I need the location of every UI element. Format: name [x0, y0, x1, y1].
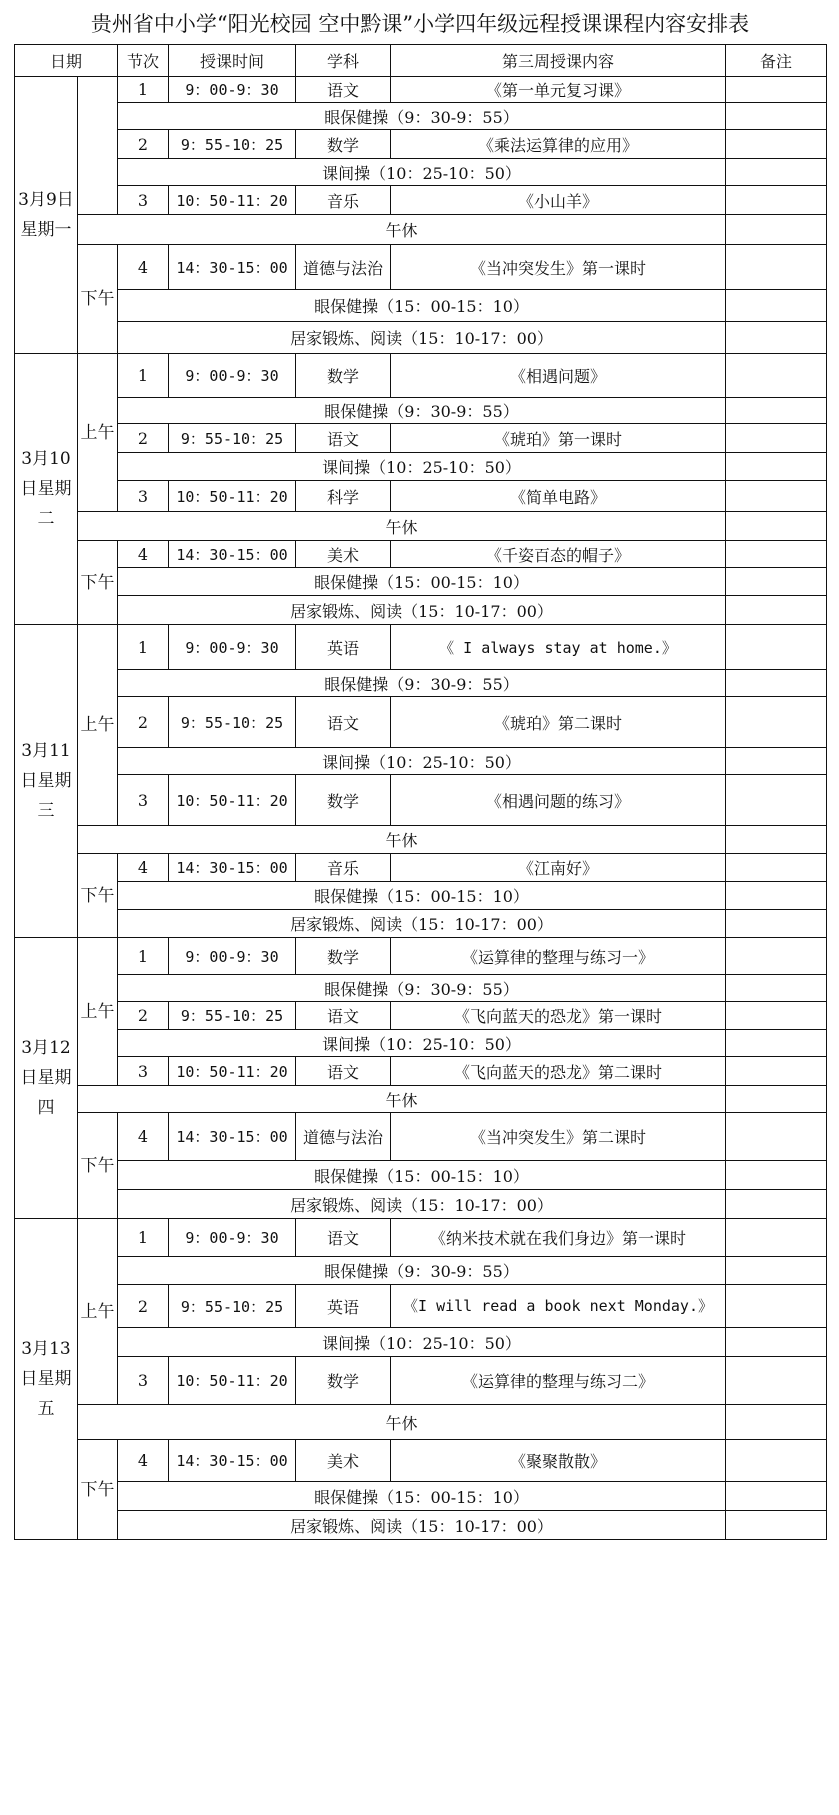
period-cell: 2 — [118, 424, 169, 453]
schedule-row — [15, 1113, 827, 1161]
lunch-cell: 午休 — [78, 512, 726, 541]
eye-exercise-pm: 眼保健操（15：00-15：10） — [118, 882, 726, 910]
remarks-cell — [726, 697, 827, 748]
subject-cell: 数学 — [296, 354, 391, 398]
remarks-cell — [726, 130, 827, 159]
remarks-cell — [726, 1113, 827, 1161]
subject-cell: 数学 — [296, 130, 391, 159]
eye-exercise-pm: 眼保健操（15：00-15：10） — [118, 568, 726, 596]
content-cell: 《江南好》 — [391, 854, 726, 882]
schedule-row — [15, 77, 827, 103]
schedule-row — [15, 938, 827, 975]
subject-cell: 语文 — [296, 697, 391, 748]
period-cell: 2 — [118, 697, 169, 748]
eye-exercise-pm: 眼保健操（15：00-15：10） — [118, 1482, 726, 1511]
break-exercise-am: 课间操（10：25-10：50） — [118, 159, 726, 186]
period-cell: 1 — [118, 938, 169, 975]
time-cell mono: 9：55-10：25 — [169, 424, 296, 453]
remarks-cell — [726, 882, 827, 910]
schedule-row — [15, 1482, 827, 1511]
subject-cell: 科学 — [296, 481, 391, 512]
header-subject: 学科 — [296, 45, 391, 77]
remarks-cell — [726, 1357, 827, 1405]
remarks-cell — [726, 1086, 827, 1113]
schedule-row — [15, 697, 827, 748]
schedule-row — [15, 1511, 827, 1540]
schedule-row — [15, 481, 827, 512]
eye-exercise-am: 眼保健操（9：30-9：55） — [118, 103, 726, 130]
period-cell: 1 — [118, 1219, 169, 1257]
time-cell mono: 14：30-15：00 — [169, 245, 296, 290]
afternoon-label: 下午 — [78, 1113, 118, 1219]
schedule-row — [15, 424, 827, 453]
subject-cell: 音乐 — [296, 854, 391, 882]
content-cell: 《纳米技术就在我们身边》第一课时 — [391, 1219, 726, 1257]
home-exercise-pm: 居家锻炼、阅读（15：10-17：00） — [118, 910, 726, 938]
schedule-table — [14, 44, 827, 1540]
break-exercise-am: 课间操（10：25-10：50） — [118, 453, 726, 481]
period-cell: 1 — [118, 77, 169, 103]
remarks-cell — [726, 1190, 827, 1219]
remarks-cell — [726, 1002, 827, 1030]
content-cell: 《第一单元复习课》 — [391, 77, 726, 103]
remarks-cell — [726, 398, 827, 424]
time-cell mono: 9：55-10：25 — [169, 130, 296, 159]
schedule-row — [15, 625, 827, 670]
content-cell: 《飞向蓝天的恐龙》第二课时 — [391, 1057, 726, 1086]
remarks-cell — [726, 186, 827, 215]
remarks-cell — [726, 1511, 827, 1540]
subject-cell: 语文 — [296, 1219, 391, 1257]
time-cell mono: 9：00-9：30 — [169, 354, 296, 398]
subject-cell: 数学 — [296, 1357, 391, 1405]
remarks-cell — [726, 1440, 827, 1482]
remarks-cell — [726, 854, 827, 882]
schedule-row — [15, 975, 827, 1002]
remarks-cell — [726, 541, 827, 568]
period-cell: 3 — [118, 775, 169, 826]
schedule-row — [15, 290, 827, 322]
schedule-row — [15, 159, 827, 186]
header-period: 节次 — [118, 45, 169, 77]
time-cell mono: 14：30-15：00 — [169, 1113, 296, 1161]
time-cell mono: 14：30-15：00 — [169, 541, 296, 568]
content-cell: 《乘法运算律的应用》 — [391, 130, 726, 159]
remarks-cell — [726, 453, 827, 481]
eye-exercise-pm: 眼保健操（15：00-15：10） — [118, 290, 726, 322]
schedule-row — [15, 1440, 827, 1482]
lunch-cell: 午休 — [78, 215, 726, 245]
date-cell: 3月12日星期四 — [15, 938, 78, 1219]
remarks-cell — [726, 159, 827, 186]
content-cell: 《 I always stay at home.》 — [391, 625, 726, 670]
eye-exercise-am: 眼保健操（9：30-9：55） — [118, 670, 726, 697]
time-cell mono: 9：55-10：25 — [169, 1002, 296, 1030]
schedule-row — [15, 748, 827, 775]
afternoon-label: 下午 — [78, 1440, 118, 1540]
content-cell: 《当冲突发生》第一课时 — [391, 245, 726, 290]
eye-exercise-am: 眼保健操（9：30-9：55） — [118, 398, 726, 424]
schedule-row — [15, 1219, 827, 1257]
home-exercise-pm: 居家锻炼、阅读（15：10-17：00） — [118, 1511, 726, 1540]
subject-cell: 语文 — [296, 1002, 391, 1030]
schedule-row — [15, 1405, 827, 1440]
time-cell mono: 14：30-15：00 — [169, 1440, 296, 1482]
schedule-row — [15, 1257, 827, 1285]
subject-cell: 语文 — [296, 77, 391, 103]
subject-cell: 美术 — [296, 1440, 391, 1482]
time-cell mono: 9：55-10：25 — [169, 697, 296, 748]
remarks-cell — [726, 910, 827, 938]
subject-cell: 数学 — [296, 775, 391, 826]
remarks-cell — [726, 1030, 827, 1057]
remarks-cell — [726, 938, 827, 975]
remarks-cell — [726, 245, 827, 290]
schedule-row — [15, 186, 827, 215]
schedule-row — [15, 1086, 827, 1113]
schedule-row — [15, 322, 827, 354]
remarks-cell — [726, 424, 827, 453]
period-cell: 3 — [118, 186, 169, 215]
period-cell: 1 — [118, 625, 169, 670]
date-cell: 3月11日星期三 — [15, 625, 78, 938]
content-cell: 《琥珀》第二课时 — [391, 697, 726, 748]
schedule-row — [15, 1285, 827, 1328]
time-cell mono: 9：00-9：30 — [169, 1219, 296, 1257]
remarks-cell — [726, 1161, 827, 1190]
eye-exercise-pm: 眼保健操（15：00-15：10） — [118, 1161, 726, 1190]
date-cell: 3月13日星期五 — [15, 1219, 78, 1540]
morning-label: 上午 — [78, 1219, 118, 1405]
date-cell: 3月10日星期二 — [15, 354, 78, 625]
subject-cell: 英语 — [296, 625, 391, 670]
period-cell: 3 — [118, 481, 169, 512]
subject-cell: 道德与法治 — [296, 1113, 391, 1161]
header-content: 第三周授课内容 — [391, 45, 726, 77]
home-exercise-pm: 居家锻炼、阅读（15：10-17：00） — [118, 596, 726, 625]
eye-exercise-am: 眼保健操（9：30-9：55） — [118, 1257, 726, 1285]
subject-cell: 美术 — [296, 541, 391, 568]
date-cell: 3月9日星期一 — [15, 77, 78, 354]
time-cell mono: 9：00-9：30 — [169, 77, 296, 103]
period-cell: 2 — [118, 130, 169, 159]
time-cell mono: 9：00-9：30 — [169, 938, 296, 975]
time-cell mono: 10：50-11：20 — [169, 186, 296, 215]
header-row — [15, 45, 827, 77]
time-cell mono: 9：55-10：25 — [169, 1285, 296, 1328]
content-cell: 《当冲突发生》第二课时 — [391, 1113, 726, 1161]
schedule-row — [15, 826, 827, 854]
home-exercise-pm: 居家锻炼、阅读（15：10-17：00） — [118, 322, 726, 354]
content-cell: 《千姿百态的帽子》 — [391, 541, 726, 568]
period-cell: 4 — [118, 1440, 169, 1482]
time-cell mono: 9：00-9：30 — [169, 625, 296, 670]
schedule-row — [15, 1328, 827, 1357]
remarks-cell — [726, 322, 827, 354]
remarks-cell — [726, 481, 827, 512]
schedule-row — [15, 215, 827, 245]
break-exercise-am: 课间操（10：25-10：50） — [118, 748, 726, 775]
time-cell mono: 10：50-11：20 — [169, 1357, 296, 1405]
period-cell: 4 — [118, 541, 169, 568]
subject-cell: 语文 — [296, 1057, 391, 1086]
period-cell: 2 — [118, 1002, 169, 1030]
header-time: 授课时间 — [169, 45, 296, 77]
subject-cell: 英语 — [296, 1285, 391, 1328]
remarks-cell — [726, 975, 827, 1002]
schedule-row — [15, 1030, 827, 1057]
schedule-row — [15, 245, 827, 290]
remarks-cell — [726, 1405, 827, 1440]
schedule-row — [15, 1190, 827, 1219]
lunch-cell: 午休 — [78, 1405, 726, 1440]
schedule-row — [15, 541, 827, 568]
schedule-row — [15, 453, 827, 481]
remarks-cell — [726, 1482, 827, 1511]
header-date: 日期 — [15, 45, 118, 77]
schedule-row — [15, 512, 827, 541]
content-cell: 《琥珀》第一课时 — [391, 424, 726, 453]
schedule-row — [15, 354, 827, 398]
period-cell: 3 — [118, 1057, 169, 1086]
morning-label: 上午 — [78, 354, 118, 512]
time-cell mono: 14：30-15：00 — [169, 854, 296, 882]
afternoon-label: 下午 — [78, 854, 118, 938]
schedule-row — [15, 103, 827, 130]
subject-cell: 道德与法治 — [296, 245, 391, 290]
remarks-cell — [726, 77, 827, 103]
remarks-cell — [726, 103, 827, 130]
content-cell: 《相遇问题》 — [391, 354, 726, 398]
content-cell: 《相遇问题的练习》 — [391, 775, 726, 826]
content-cell: 《飞向蓝天的恐龙》第一课时 — [391, 1002, 726, 1030]
schedule-row — [15, 670, 827, 697]
remarks-cell — [726, 1219, 827, 1257]
time-cell mono: 10：50-11：20 — [169, 775, 296, 826]
remarks-cell — [726, 826, 827, 854]
schedule-row — [15, 596, 827, 625]
break-exercise-am: 课间操（10：25-10：50） — [118, 1030, 726, 1057]
schedule-row — [15, 1002, 827, 1030]
remarks-cell — [726, 354, 827, 398]
content-cell: 《简单电路》 — [391, 481, 726, 512]
morning-label: 上午 — [78, 625, 118, 826]
remarks-cell — [726, 1257, 827, 1285]
schedule-row — [15, 568, 827, 596]
remarks-cell — [726, 1328, 827, 1357]
remarks-cell — [726, 1057, 827, 1086]
period-cell: 2 — [118, 1285, 169, 1328]
remarks-cell — [726, 596, 827, 625]
header-remarks: 备注 — [726, 45, 827, 77]
remarks-cell — [726, 670, 827, 697]
time-cell mono: 10：50-11：20 — [169, 1057, 296, 1086]
schedule-row — [15, 854, 827, 882]
period-cell: 4 — [118, 854, 169, 882]
schedule-row — [15, 130, 827, 159]
morning-label: 上午 — [78, 938, 118, 1086]
remarks-cell — [726, 625, 827, 670]
content-cell: 《运算律的整理与练习二》 — [391, 1357, 726, 1405]
remarks-cell — [726, 775, 827, 826]
schedule-row — [15, 775, 827, 826]
eye-exercise-am: 眼保健操（9：30-9：55） — [118, 975, 726, 1002]
schedule-row — [15, 398, 827, 424]
period-cell: 4 — [118, 245, 169, 290]
home-exercise-pm: 居家锻炼、阅读（15：10-17：00） — [118, 1190, 726, 1219]
afternoon-label: 下午 — [78, 541, 118, 625]
remarks-cell — [726, 568, 827, 596]
morning-label — [78, 77, 118, 215]
schedule-row — [15, 1161, 827, 1190]
page-title: 贵州省中小学“阳光校园 空中黔课”小学四年级远程授课课程内容安排表 — [90, 12, 750, 36]
remarks-cell — [726, 512, 827, 541]
lunch-cell: 午休 — [78, 826, 726, 854]
remarks-cell — [726, 748, 827, 775]
period-cell: 3 — [118, 1357, 169, 1405]
remarks-cell — [726, 215, 827, 245]
time-cell mono: 10：50-11：20 — [169, 481, 296, 512]
lunch-cell: 午休 — [78, 1086, 726, 1113]
schedule-row — [15, 1357, 827, 1405]
period-cell: 4 — [118, 1113, 169, 1161]
remarks-cell — [726, 290, 827, 322]
break-exercise-am: 课间操（10：25-10：50） — [118, 1328, 726, 1357]
content-cell: 《I will read a book next Monday.》 — [391, 1285, 726, 1328]
content-cell: 《运算律的整理与练习一》 — [391, 938, 726, 975]
subject-cell: 语文 — [296, 424, 391, 453]
schedule-row — [15, 1057, 827, 1086]
period-cell: 1 — [118, 354, 169, 398]
content-cell: 《聚聚散散》 — [391, 1440, 726, 1482]
content-cell: 《小山羊》 — [391, 186, 726, 215]
schedule-row — [15, 910, 827, 938]
subject-cell: 音乐 — [296, 186, 391, 215]
subject-cell: 数学 — [296, 938, 391, 975]
schedule-body — [15, 45, 827, 1540]
remarks-cell — [726, 1285, 827, 1328]
schedule-row — [15, 882, 827, 910]
afternoon-label: 下午 — [78, 245, 118, 354]
